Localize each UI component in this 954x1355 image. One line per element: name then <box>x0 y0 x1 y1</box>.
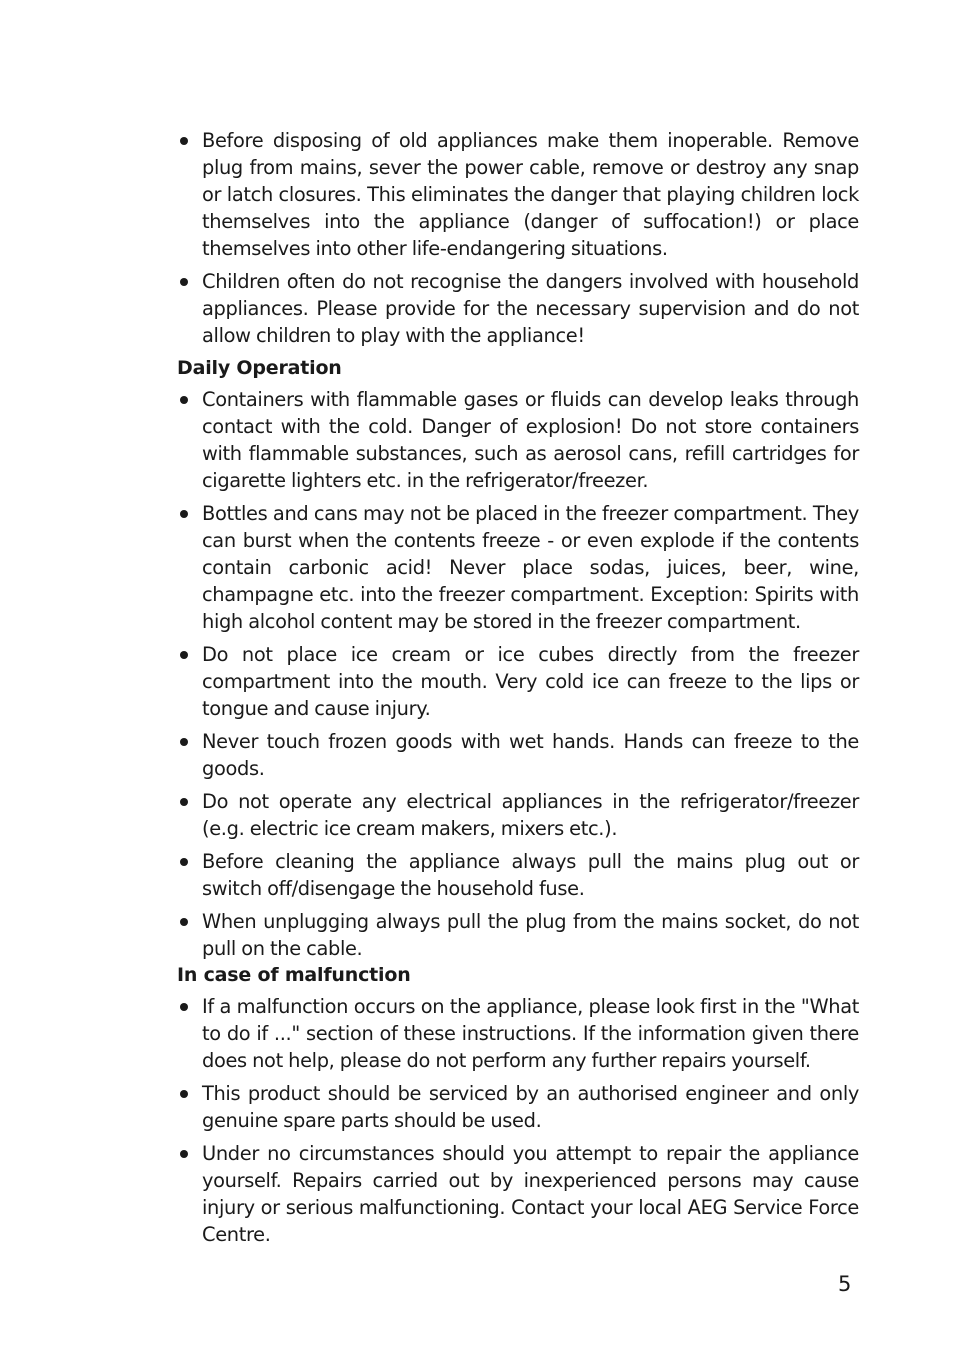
list-item <box>177 993 859 1074</box>
section-heading: Daily Operation <box>177 357 342 379</box>
bullet-icon <box>180 278 188 286</box>
bullet-icon <box>180 1090 188 1098</box>
list-item-text: Do not operate any electrical appliances in the refrigerator/freezer (e.g. electric ice cream makers, mixers etc.). <box>202 790 859 840</box>
list-item-text: This product should be serviced by an authorised engineer and only genuine spare parts should be used. <box>202 1082 859 1132</box>
list-item-text: Under no circumstances should you attempt to repair the appliance yourself. Repairs carried out by inexperienced persons may cause injury or serious malfunctioning. Contact your local AEG Service Force Centre. <box>202 1142 859 1246</box>
list-item-text: Never touch frozen goods with wet hands. Hands can freeze to the goods. <box>202 730 859 780</box>
bullet-icon <box>180 798 188 806</box>
list-item-text: Children often do not recognise the dangers involved with household appliances. Please provide for the necessary supervision and do not allow children to play with the appliance! <box>202 270 859 347</box>
list-item <box>177 848 859 902</box>
list-item-text: Before cleaning the appliance always pull the mains plug out or switch off/disengage the household fuse. <box>202 850 859 900</box>
section-heading: In case of malfunction <box>177 964 411 986</box>
bullet-icon <box>180 651 188 659</box>
list-item <box>177 268 859 349</box>
bullet-icon <box>180 137 188 145</box>
list-item-text: Before disposing of old appliances make them inoperable. Remove plug from mains, sever the power cable, remove or destroy any snap or latch closures. This eliminates the danger that playing children lock themselves into the appliance (danger of suffocation!) or place themselves into other life-endangering situations. <box>202 129 859 260</box>
bullet-list-malfunction <box>177 993 859 1248</box>
bullet-icon <box>180 396 188 404</box>
list-item <box>177 500 859 635</box>
list-item <box>177 386 859 494</box>
list-item-text: Containers with flammable gases or fluids can develop leaks through contact with the cold. Danger of explosion! Do not store containers with flammable substances, such as aerosol cans, refill cartridges for cigarette lighters etc. in the refrigerator/freezer. <box>202 388 859 492</box>
bullet-icon <box>180 1150 188 1158</box>
bullet-icon <box>180 1003 188 1011</box>
section-disposal <box>177 127 859 349</box>
list-item <box>177 788 859 842</box>
list-item <box>177 908 859 962</box>
list-item <box>177 641 859 722</box>
list-item-text: If a malfunction occurs on the appliance, please look first in the "What to do if ..." section of these instructions. If the information given there does not help, please do not perform any further repairs yourself. <box>202 995 859 1072</box>
bullet-icon <box>180 738 188 746</box>
bullet-list-disposal <box>177 127 859 349</box>
bullet-icon <box>180 858 188 866</box>
bullet-list-daily-operation <box>177 386 859 962</box>
bullet-icon <box>180 510 188 518</box>
list-item-text: Bottles and cans may not be placed in the freezer compartment. They can burst when the contents freeze - or even explode if the contents contain carbonic acid! Never place sodas, juices, beer, wine, champagne etc. into the freezer compartment. Exception: Spirits with high alcohol content may be stored in the freezer compartment. <box>202 502 859 633</box>
section-malfunction <box>177 962 859 1248</box>
list-item-text: Do not place ice cream or ice cubes directly from the freezer compartment into the mouth. Very cold ice can freeze to the lips or tongue and cause injury. <box>202 643 859 720</box>
list-item-text: When unplugging always pull the plug from the mains socket, do not pull on the cable. <box>202 910 859 960</box>
list-item <box>177 728 859 782</box>
list-item <box>177 1080 859 1134</box>
bullet-icon <box>180 918 188 926</box>
document-page <box>177 127 859 1254</box>
page-number: 5 <box>838 1272 852 1296</box>
list-item <box>177 1140 859 1248</box>
section-daily-operation <box>177 355 859 962</box>
list-item <box>177 127 859 262</box>
